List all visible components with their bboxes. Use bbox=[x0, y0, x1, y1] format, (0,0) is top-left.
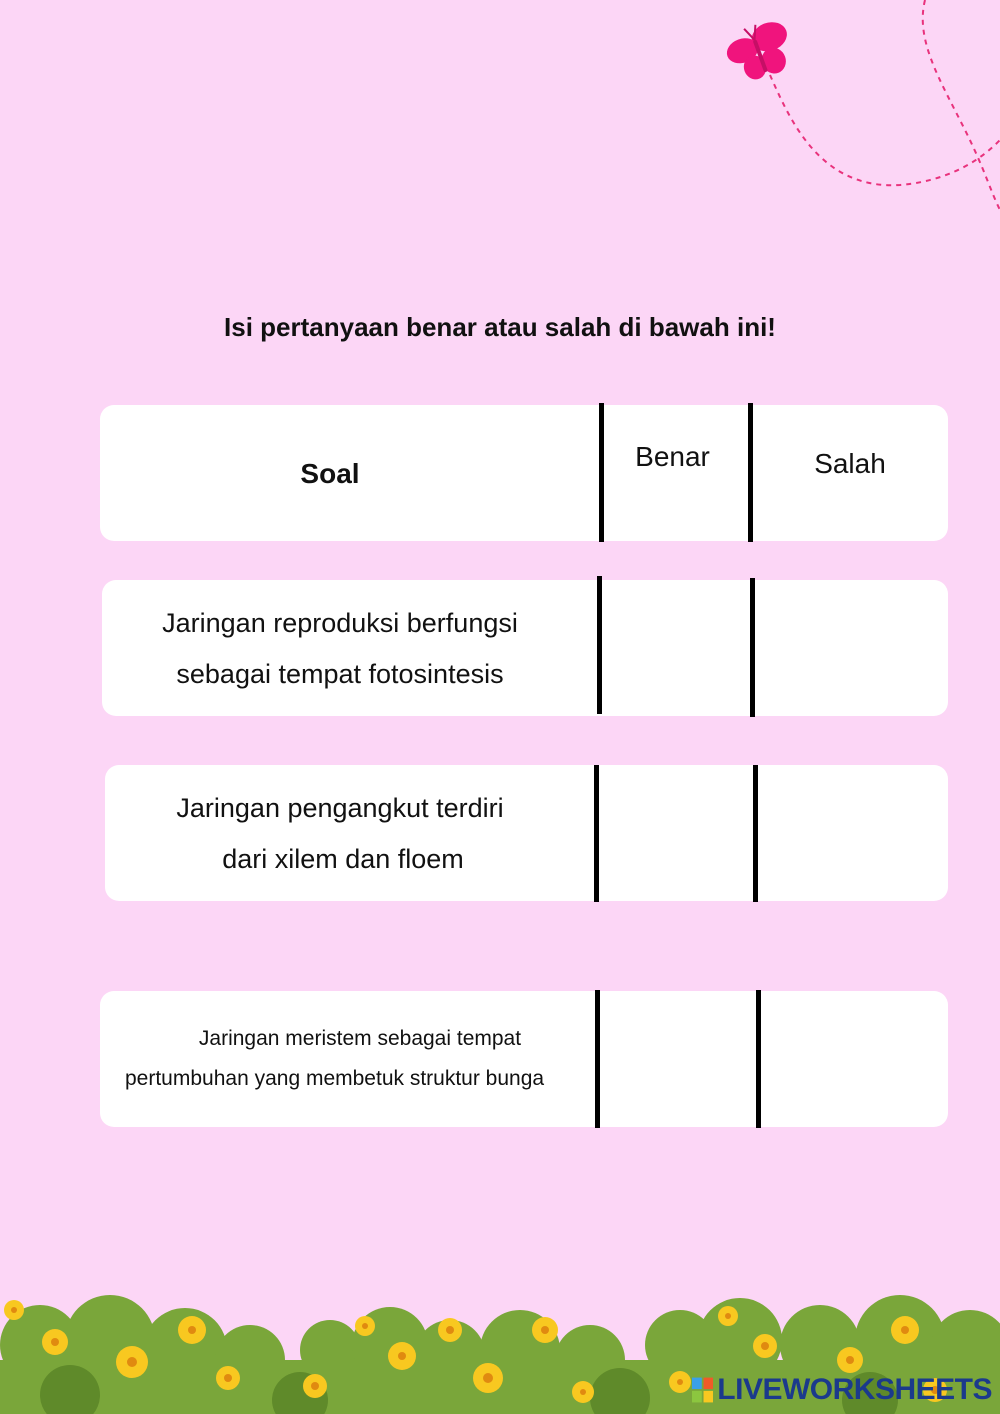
question-line: Jaringan reproduksi berfungsi bbox=[162, 608, 518, 638]
column-divider bbox=[748, 403, 753, 542]
flight-path bbox=[770, 75, 1000, 185]
table-row bbox=[100, 991, 948, 1127]
question-line: pertumbuhan yang membetuk struktur bunga bbox=[125, 1067, 545, 1090]
benar-answer-cell[interactable] bbox=[602, 580, 750, 716]
column-divider bbox=[599, 403, 604, 542]
question-line: sebagai tempat fotosintesis bbox=[176, 659, 504, 689]
butterfly-decoration bbox=[690, 0, 1000, 230]
header-question: Soal bbox=[300, 458, 360, 489]
brand-text: LIVEWORKSHEETS bbox=[717, 1373, 992, 1406]
question-line: Jaringan meristem sebagai tempat bbox=[198, 1027, 522, 1050]
flight-path-loop bbox=[923, 0, 1000, 210]
table-row bbox=[105, 765, 948, 901]
table-row bbox=[102, 580, 948, 716]
benar-answer-cell[interactable] bbox=[600, 991, 756, 1127]
salah-answer-cell[interactable] bbox=[758, 765, 948, 901]
question-line: dari xilem dan floem bbox=[222, 844, 464, 874]
butterfly-icon bbox=[721, 16, 799, 88]
liveworksheets-logo bbox=[692, 1370, 992, 1410]
table-header bbox=[100, 405, 948, 541]
live-blocks-icon bbox=[692, 1376, 713, 1404]
header-salah: Salah bbox=[814, 448, 886, 479]
salah-answer-cell[interactable] bbox=[755, 580, 948, 716]
salah-answer-cell[interactable] bbox=[761, 991, 948, 1127]
page-title: Isi pertanyaan benar atau salah di bawah ini! bbox=[224, 312, 776, 342]
header-benar: Benar bbox=[635, 441, 710, 472]
benar-answer-cell[interactable] bbox=[599, 765, 753, 901]
question-line: Jaringan pengangkut terdiri bbox=[176, 793, 504, 823]
